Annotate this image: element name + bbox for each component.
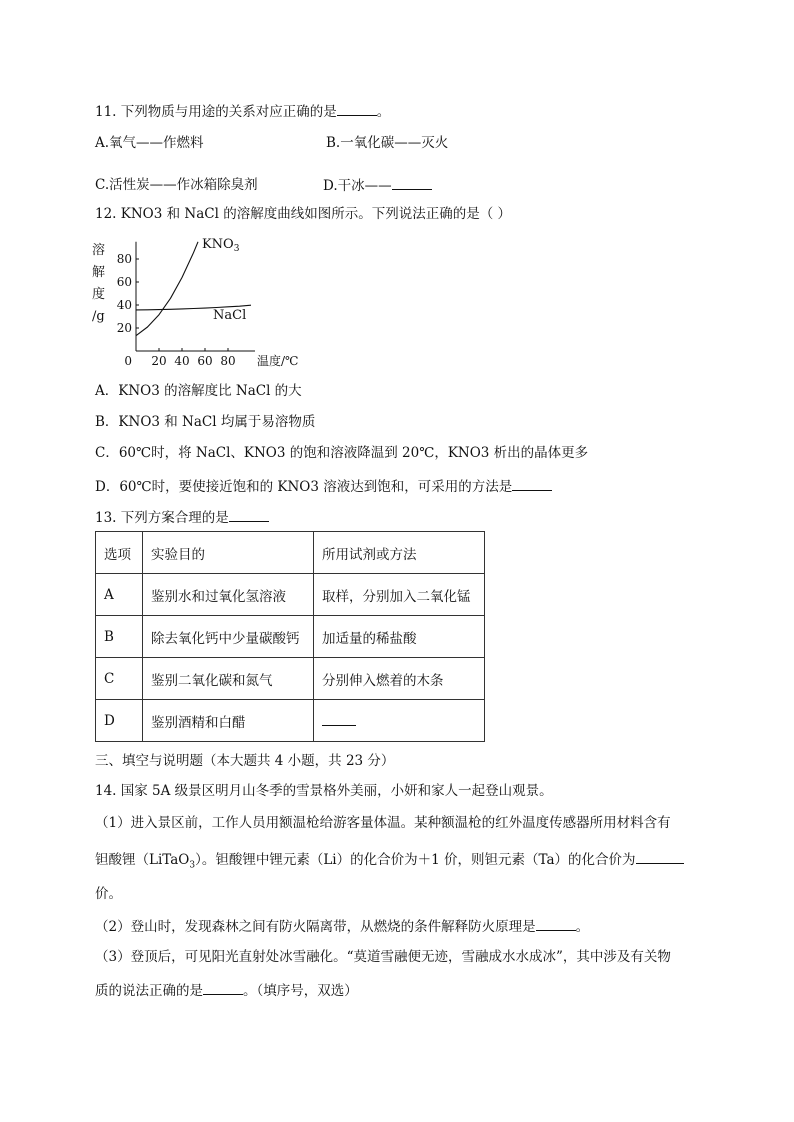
q13-row-b-method: 加适量的稀盐酸 [314,616,485,658]
table-row [96,574,485,616]
origin-label: 0 [124,354,132,368]
table-row [96,658,485,700]
q12-option-d [95,477,552,496]
q13-header-method: 所用试剂或方法 [314,532,485,574]
y-axis-title-char: 度 [92,287,106,302]
q11-option-d [323,176,432,195]
q11-option-c: C.活性炭——作冰箱除臭剂 [95,177,258,193]
x-tick-label: 60 [197,354,213,368]
q14-part3-line1: （3）登顶后，可见阳光直射处冰雪融化。“莫道雪融便无迹，雪融成水水成冰”，其中涉及有关物 [95,949,671,965]
x-axis-title: 温度/℃ [257,354,299,368]
q13-answer-blank[interactable] [229,508,269,522]
q13-stem-text: 13. 下列方案合理的是 [95,510,229,526]
q14-part2 [95,917,589,936]
x-tick-label: 20 [151,354,167,368]
q13-row-b-option: B [96,616,143,658]
q13-row-c-option: C [96,658,143,700]
q12-option-c: C．60℃时，将 NaCl、KNO3 的饱和溶液降温到 20℃，KNO3 析出的晶体更多 [95,445,589,461]
y-axis-title-char: 解 [92,265,106,280]
section-3-heading: 三、填空与说明题（本大题共 4 小题，共 23 分） [95,753,395,769]
solubility-chart [88,236,308,371]
q14-part3-blank[interactable] [203,981,243,995]
series-label-kno: $KNO_3$ [201,236,240,254]
q11-option-a: A.氧气——作燃料 [95,135,204,151]
q13-row-d-blank[interactable] [322,712,356,726]
q14-part1-line2 [95,850,684,875]
y-tick-label: 80 [116,252,132,266]
q11-option-d-blank[interactable] [392,176,432,190]
q14-part3-end: 。（填序号，双选） [243,983,358,999]
q14-part1-formula: 钽酸锂（LiTaO [95,852,190,868]
q13-row-c-method: 分别伸入燃着的木条 [314,658,485,700]
q12-stem: 12. KNO3 和 NaCl 的溶解度曲线如图所示。下列说法正确的是（ ） [95,206,511,222]
q14-part1-subscript: 3 [189,860,196,871]
q12-option-d-text: D．60℃时，要使接近饱和的 KNO3 溶液达到饱和，可采用的方法是 [95,479,513,495]
q14-part3-text: 质的说法正确的是 [95,983,203,999]
y-axis-title-char: /g [92,309,105,324]
q14-part1-line1: （1）进入景区前，工作人员用额温枪给游客量体温。某种额温枪的红外温度传感器所用材料含有 [95,815,671,831]
q14-part1-line3: 价。 [95,886,122,902]
q13-stem [95,508,269,527]
series-label-nacl: NaCl [213,307,247,323]
q13-header-option: 选项 [96,532,143,574]
q11-answer-blank[interactable] [337,102,377,116]
q11-stem [95,102,390,121]
q11-stem-text: 11. 下列物质与用途的关系对应正确的是 [95,104,337,120]
q12-option-a: A．KNO3 的溶解度比 NaCl 的大 [95,383,302,399]
q11-stem-end: 。 [376,104,391,120]
table-row [96,616,485,658]
q13-row-d-purpose: 鉴别酒精和白醋 [143,700,314,742]
q13-header-purpose: 实验目的 [143,532,314,574]
q13-row-d-option: D [96,700,143,742]
q13-row-d-method [314,700,485,742]
y-tick-label: 60 [116,275,132,289]
q13-row-c-purpose: 鉴别二氧化碳和氮气 [143,658,314,700]
q13-row-a-option: A [96,574,143,616]
q14-part1-blank[interactable] [636,850,684,864]
table-row [96,700,485,742]
q13-row-a-purpose: 鉴别水和过氧化氢溶液 [143,574,314,616]
q13-table [95,531,485,742]
q11-option-d-text: D.干冰—— [323,178,392,194]
y-tick-label: 40 [116,298,132,312]
y-tick-label: 20 [116,321,132,335]
q12-option-d-blank[interactable] [512,477,552,491]
x-tick-label: 80 [220,354,236,368]
q12-option-b: B．KNO3 和 NaCl 均属于易溶物质 [95,414,316,430]
q13-row-b-purpose: 除去氧化钙中少量碳酸钙 [143,616,314,658]
q14-stem: 14. 国家 5A 级景区明月山冬季的雪景格外美丽，小妍和家人一起登山观景。 [95,783,553,799]
q14-part3-line2 [95,981,358,1000]
series-line-kno [136,242,198,336]
q14-part2-blank[interactable] [536,917,576,931]
q14-part1-text: ）。钽酸锂中锂元素（Li）的化合价为＋1 价，则钽元素（Ta）的化合价为 [195,852,636,868]
q13-row-a-method: 取样，分别加入二氧化锰 [314,574,485,616]
q11-option-b: B.一氧化碳——灭火 [326,135,449,151]
q14-part2-end: 。 [575,919,590,935]
y-axis-title-char: 溶 [92,243,106,258]
x-tick-label: 40 [174,354,190,368]
q14-part2-text: （2）登山时，发现森林之间有防火隔离带，从燃烧的条件解释防火原理是 [95,919,536,935]
q13-table-header [96,532,485,574]
